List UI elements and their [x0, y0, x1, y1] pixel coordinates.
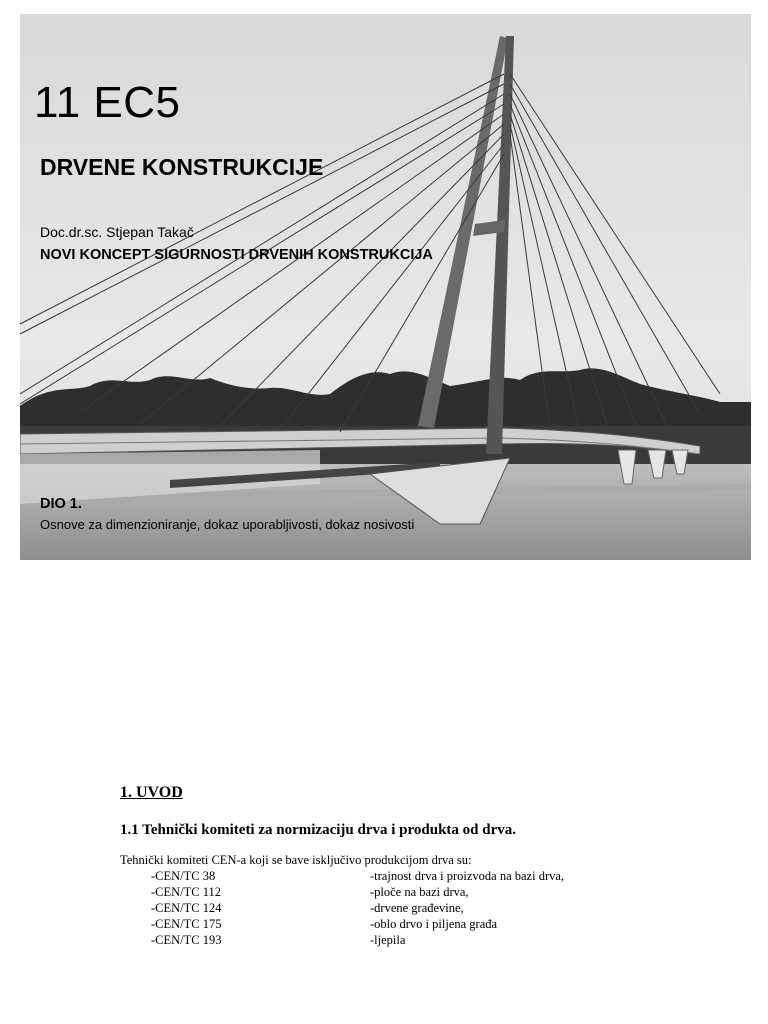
committee-description: -ljepila: [370, 933, 406, 947]
list-item: [120, 932, 680, 948]
committee-description: -oblo drvo i piljena građa: [370, 917, 498, 931]
committee-list: [120, 868, 680, 948]
cover-number-title: 11 EC5: [34, 78, 181, 127]
cover-author: Doc.dr.sc. Stjepan Takač: [40, 224, 194, 240]
cover-part-description: Osnove za dimenzioniranje, dokaz uporabljivosti, dokaz nosivosti: [40, 517, 415, 532]
list-item: [120, 900, 680, 916]
committee-code: -CEN/TC 38: [151, 869, 216, 883]
committee-code: -CEN/TC 124: [151, 901, 222, 915]
committee-code: -CEN/TC 112: [151, 885, 222, 899]
intro-paragraph: Tehnički komiteti CEN-a koji se bave isključivo produkcijom drva su:: [120, 853, 472, 867]
section-heading: 1. UVOD: [120, 784, 183, 801]
subsection-heading: 1.1 Tehnički komiteti za normizaciju drva i produkta od drva.: [120, 822, 517, 838]
committee-description: -trajnost drva i proizvoda na bazi drva,: [370, 869, 565, 883]
committee-description: -drvene građevine,: [370, 901, 464, 915]
committee-description: -ploče na bazi drva,: [370, 885, 469, 899]
list-item: [120, 916, 680, 932]
document-body: [120, 784, 680, 948]
cover-photo: [20, 14, 751, 560]
cover-part-label: DIO 1.: [40, 496, 82, 512]
list-item: [120, 868, 680, 884]
cover-subtitle: NOVI KONCEPT SIGURNOSTI DRVENIH KONSTRUKCIJA: [40, 247, 433, 263]
committee-code: -CEN/TC 193: [151, 933, 222, 947]
list-item: [120, 884, 680, 900]
cover-main-title: DRVENE KONSTRUKCIJE: [40, 154, 324, 180]
committee-code: -CEN/TC 175: [151, 917, 222, 931]
